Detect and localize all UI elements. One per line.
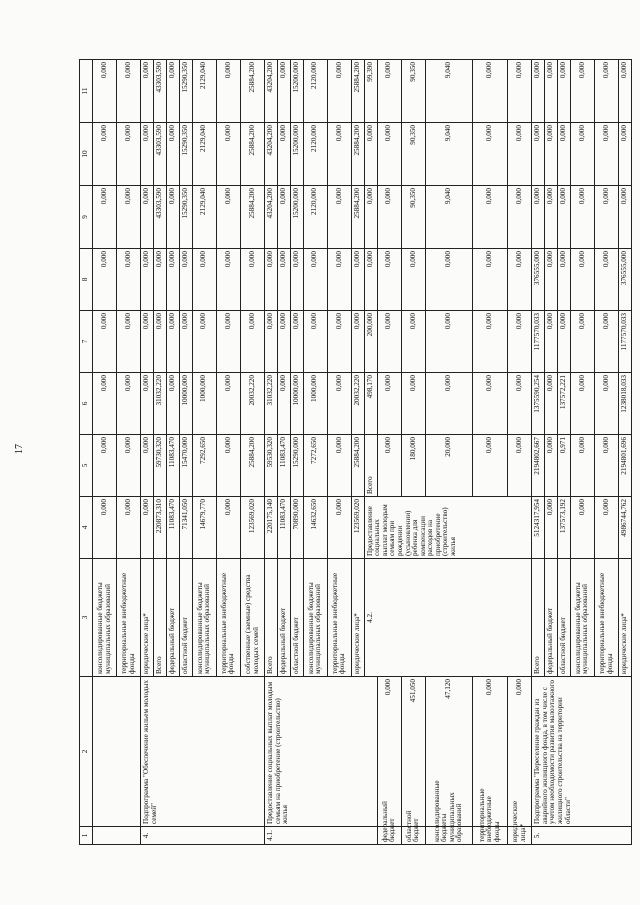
value-cell: 1375590,254: [532, 373, 545, 435]
funding-source: территориальные внебюджетные фонды: [594, 559, 618, 677]
funding-source: Всего: [364, 435, 377, 497]
value-cell: 0,000: [570, 186, 594, 249]
header-row: [80, 60, 93, 845]
table-row: [377, 60, 401, 845]
value-cell: 0,000: [192, 311, 216, 373]
value-cell: 0,000: [377, 249, 401, 311]
value-cell: 2120,000: [303, 60, 327, 123]
value-cell: 0,000: [472, 186, 507, 249]
item-number: [93, 827, 141, 845]
value-cell: 0,000: [570, 497, 594, 559]
value-cell: 0,000: [141, 373, 154, 435]
value-cell: 0,000: [594, 311, 618, 373]
table-row: [472, 60, 507, 845]
value-cell: 220873,310: [154, 497, 167, 559]
value-cell: 0,000: [216, 435, 240, 497]
value-cell: 0,000: [557, 311, 570, 373]
funding-source: Всего: [265, 559, 278, 677]
value-cell: 0,000: [117, 311, 141, 373]
value-cell: 0,000: [327, 123, 351, 186]
value-cell: 0,000: [117, 249, 141, 311]
value-cell: 0,000: [619, 186, 632, 249]
value-cell: 498,170: [364, 373, 377, 435]
value-cell: 0,000: [166, 373, 179, 435]
item-name: Предоставление социальных выплат молодым семьям на приобретение (строительство) жилья: [265, 677, 377, 827]
value-cell: 25884,200: [351, 435, 364, 497]
funding-source: собственные (заемные) средства молодых семей: [240, 559, 264, 677]
value-cell: 0,000: [93, 186, 117, 249]
value-cell: 0,000: [545, 60, 558, 123]
value-cell: 0,000: [545, 123, 558, 186]
value-cell: 25884,200: [240, 123, 264, 186]
value-cell: 0,000: [166, 123, 179, 186]
header-cell: 3: [80, 559, 93, 677]
value-cell: 0,000: [472, 249, 507, 311]
value-cell: 15290,350: [179, 60, 192, 123]
funding-source: территориальные внебюджетные фонды: [472, 827, 507, 845]
value-cell: 15200,000: [290, 186, 303, 249]
item-name: Подпрограмма "Обеспечение жильем молодых семей": [141, 677, 265, 827]
value-cell: 180,000: [401, 435, 425, 497]
value-cell: 15200,000: [290, 123, 303, 186]
value-cell: 0,000: [508, 311, 532, 373]
value-cell: 0,000: [425, 249, 472, 311]
value-cell: 0,000: [141, 497, 154, 559]
value-cell: 0,000: [327, 60, 351, 123]
value-cell: 0,000: [93, 373, 117, 435]
value-cell: 4986744,762: [619, 497, 632, 559]
value-cell: 15200,000: [290, 60, 303, 123]
value-cell: 0,000: [192, 249, 216, 311]
value-cell: 2194802,667: [532, 435, 545, 497]
value-cell: 0,000: [117, 373, 141, 435]
value-cell: 0,000: [532, 186, 545, 249]
value-cell: 1177570,033: [532, 311, 545, 373]
value-cell: 59730,320: [154, 435, 167, 497]
funding-source: юридические лица*: [351, 559, 364, 677]
value-cell: 0,000: [377, 677, 401, 827]
value-cell: 0,000: [265, 311, 278, 373]
value-cell: 137572,221: [557, 373, 570, 435]
value-cell: 376555,000: [619, 249, 632, 311]
value-cell: 0,000: [472, 123, 507, 186]
value-cell: 15290,350: [179, 186, 192, 249]
value-cell: 11083,470: [277, 435, 290, 497]
value-cell: 7292,650: [192, 435, 216, 497]
value-cell: 0,000: [425, 311, 472, 373]
item-number: 5.: [532, 827, 632, 845]
header-cell: 2: [80, 677, 93, 827]
item-number: 4.2.: [364, 559, 532, 677]
value-cell: 2129,040: [192, 186, 216, 249]
item-number: 4.1.: [265, 827, 377, 845]
value-cell: 0,000: [594, 186, 618, 249]
value-cell: 0,000: [425, 373, 472, 435]
value-cell: 0,000: [303, 249, 327, 311]
value-cell: 90,350: [401, 60, 425, 123]
value-cell: 15470,000: [179, 435, 192, 497]
value-cell: 0,000: [557, 60, 570, 123]
value-cell: 0,000: [277, 60, 290, 123]
value-cell: 0,000: [277, 186, 290, 249]
value-cell: 0,000: [377, 60, 401, 123]
value-cell: 0,000: [141, 123, 154, 186]
value-cell: 0,000: [216, 311, 240, 373]
value-cell: 99,390: [364, 60, 377, 123]
value-cell: 10000,000: [290, 373, 303, 435]
value-cell: 0,000: [545, 435, 558, 497]
value-cell: 0,000: [216, 123, 240, 186]
value-cell: 0,000: [472, 677, 507, 827]
value-cell: 0,000: [351, 311, 364, 373]
value-cell: 0,000: [141, 311, 154, 373]
funding-source: консолидированные бюджеты муниципальных образований: [93, 559, 117, 677]
value-cell: 0,000: [141, 249, 154, 311]
value-cell: 0,000: [93, 435, 117, 497]
value-cell: 0,000: [557, 249, 570, 311]
table-row: [401, 60, 425, 845]
value-cell: 0,000: [472, 373, 507, 435]
page-number: 17: [14, 444, 25, 454]
value-cell: 0,000: [508, 677, 532, 827]
value-cell: 43204,200: [265, 123, 278, 186]
value-cell: 43303,590: [154, 123, 167, 186]
value-cell: 0,000: [154, 249, 167, 311]
value-cell: 2129,040: [192, 123, 216, 186]
value-cell: 0,000: [594, 123, 618, 186]
value-cell: 0,000: [327, 497, 351, 559]
value-cell: 0,000: [364, 249, 377, 311]
value-cell: 200,000: [364, 311, 377, 373]
funding-source: Всего: [154, 559, 167, 677]
value-cell: 0,000: [117, 60, 141, 123]
value-cell: 1000,000: [303, 373, 327, 435]
value-cell: 0,000: [216, 373, 240, 435]
value-cell: 0,000: [327, 186, 351, 249]
header-cell: 4: [80, 497, 93, 559]
value-cell: 0,000: [619, 123, 632, 186]
value-cell: 2194801,696: [619, 435, 632, 497]
value-cell: 0,000: [117, 186, 141, 249]
value-cell: 15290,000: [290, 435, 303, 497]
value-cell: 0,000: [277, 123, 290, 186]
value-cell: 2120,000: [303, 123, 327, 186]
value-cell: 9,040: [425, 123, 472, 186]
value-cell: 0,000: [216, 497, 240, 559]
value-cell: 10000,000: [179, 373, 192, 435]
value-cell: 0,000: [570, 123, 594, 186]
value-cell: 20032,220: [351, 373, 364, 435]
value-cell: 0,000: [216, 186, 240, 249]
value-cell: 0,000: [472, 311, 507, 373]
value-cell: 1000,000: [192, 373, 216, 435]
table-row: [532, 60, 545, 845]
value-cell: 451,050: [401, 677, 425, 827]
value-cell: 0,000: [166, 60, 179, 123]
value-cell: 20032,220: [240, 373, 264, 435]
value-cell: 0,000: [141, 60, 154, 123]
value-cell: 0,000: [557, 186, 570, 249]
funding-source: федеральный бюджет: [377, 827, 401, 845]
value-cell: 0,000: [545, 186, 558, 249]
value-cell: 123569,020: [240, 497, 264, 559]
value-cell: 0,000: [265, 249, 278, 311]
header-cell: 8: [80, 249, 93, 311]
value-cell: 0,000: [570, 249, 594, 311]
item-name: Предоставление социальных выплат молодым семьям при рождении (усыновлении) ребенка для компенсации расходов на приобретение (строительство) жилья: [364, 497, 532, 559]
table-row: [93, 60, 117, 845]
value-cell: 0,000: [93, 123, 117, 186]
value-cell: 0,000: [166, 311, 179, 373]
value-cell: 0,000: [93, 311, 117, 373]
funding-source: областной бюджет: [290, 559, 303, 677]
value-cell: 0,000: [594, 373, 618, 435]
value-cell: 0,000: [594, 435, 618, 497]
value-cell: 11083,470: [166, 435, 179, 497]
value-cell: 0,000: [166, 186, 179, 249]
value-cell: 0,000: [303, 311, 327, 373]
value-cell: 0,000: [327, 373, 351, 435]
header-cell: 11: [80, 60, 93, 123]
value-cell: 70890,000: [290, 497, 303, 559]
rotated-table-wrapper: [79, 60, 632, 845]
value-cell: 90,350: [401, 186, 425, 249]
value-cell: 0,000: [401, 373, 425, 435]
value-cell: 0,000: [594, 497, 618, 559]
value-cell: 1238018,033: [619, 373, 632, 435]
value-cell: 25884,200: [240, 435, 264, 497]
funding-source: федеральный бюджет: [545, 559, 558, 677]
header-cell: 10: [80, 123, 93, 186]
funding-source: территориальные внебюджетные фонды: [216, 559, 240, 677]
header-cell: 1: [80, 827, 93, 845]
value-cell: 0,000: [277, 373, 290, 435]
value-cell: 0,000: [117, 497, 141, 559]
funding-source: областной бюджет: [401, 827, 425, 845]
value-cell: 0,000: [179, 249, 192, 311]
header-cell: 6: [80, 373, 93, 435]
value-cell: 43204,200: [265, 186, 278, 249]
value-cell: 0,000: [141, 186, 154, 249]
value-cell: 0,000: [377, 123, 401, 186]
value-cell: 0,000: [117, 123, 141, 186]
value-cell: 376555,000: [532, 249, 545, 311]
value-cell: 0,000: [377, 311, 401, 373]
value-cell: 47,120: [425, 677, 472, 827]
funding-source: Всего: [532, 559, 545, 677]
value-cell: 0,000: [327, 249, 351, 311]
value-cell: 1177570,033: [619, 311, 632, 373]
value-cell: 0,000: [570, 60, 594, 123]
value-cell: 9,040: [425, 60, 472, 123]
value-cell: 25884,200: [351, 60, 364, 123]
value-cell: 0,000: [508, 373, 532, 435]
table-row: [265, 60, 278, 845]
value-cell: 43204,200: [265, 60, 278, 123]
value-cell: 123569,020: [351, 497, 364, 559]
value-cell: 0,000: [532, 123, 545, 186]
value-cell: 25884,200: [240, 186, 264, 249]
value-cell: 0,000: [570, 373, 594, 435]
item-name: [93, 677, 141, 827]
value-cell: 7272,650: [303, 435, 327, 497]
value-cell: 0,000: [377, 435, 401, 497]
value-cell: 9,040: [425, 186, 472, 249]
value-cell: 0,000: [401, 249, 425, 311]
value-cell: 71341,050: [179, 497, 192, 559]
funding-source: федеральный бюджет: [277, 559, 290, 677]
funding-source: территориальные внебюджетные фонды: [327, 559, 351, 677]
funding-source: территориальные внебюджетные фонды: [117, 559, 141, 677]
value-cell: 0,000: [277, 249, 290, 311]
value-cell: 14679,770: [192, 497, 216, 559]
value-cell: 0,000: [154, 311, 167, 373]
funding-source: юридические лица*: [619, 559, 632, 677]
value-cell: 0,000: [240, 311, 264, 373]
value-cell: 0,000: [532, 60, 545, 123]
value-cell: 0,000: [93, 497, 117, 559]
value-cell: 137573,192: [557, 497, 570, 559]
value-cell: 0,971: [557, 435, 570, 497]
value-cell: 11083,470: [277, 497, 290, 559]
value-cell: 220175,140: [265, 497, 278, 559]
value-cell: 0,000: [619, 60, 632, 123]
funding-source: областной бюджет: [557, 559, 570, 677]
value-cell: 0,000: [545, 311, 558, 373]
value-cell: 20,000: [425, 435, 472, 497]
value-cell: 0,000: [594, 60, 618, 123]
value-cell: 0,000: [557, 123, 570, 186]
header-cell: 7: [80, 311, 93, 373]
value-cell: 2129,040: [192, 60, 216, 123]
value-cell: 0,000: [117, 435, 141, 497]
value-cell: 59530,320: [265, 435, 278, 497]
value-cell: 0,000: [364, 123, 377, 186]
table-row: [425, 60, 472, 845]
table-body: [93, 60, 632, 845]
value-cell: 43303,590: [154, 186, 167, 249]
value-cell: 0,000: [166, 249, 179, 311]
value-cell: 0,000: [141, 435, 154, 497]
value-cell: 0,000: [570, 311, 594, 373]
value-cell: 0,000: [216, 60, 240, 123]
funding-source: юридические лица*: [508, 827, 532, 845]
value-cell: 0,000: [594, 249, 618, 311]
value-cell: 0,000: [364, 186, 377, 249]
item-number: 4.: [141, 827, 265, 845]
header-cell: 5: [80, 435, 93, 497]
funding-source: юридические лица*: [141, 559, 154, 677]
item-name: Подпрограмма "Переселение граждан из аварийного жилищного фонда, в том числе с учетом необходимости развития малоэтажного жилищного строительства на территории области": [532, 677, 632, 827]
value-cell: 43303,590: [154, 60, 167, 123]
value-cell: 0,000: [472, 435, 507, 497]
funding-source: консолидированные бюджеты муниципальных образований: [570, 559, 594, 677]
value-cell: 15290,350: [179, 123, 192, 186]
value-cell: 0,000: [570, 435, 594, 497]
value-cell: 0,000: [508, 123, 532, 186]
value-cell: 90,350: [401, 123, 425, 186]
value-cell: 0,000: [508, 60, 532, 123]
value-cell: 25884,200: [351, 186, 364, 249]
value-cell: 2120,000: [303, 186, 327, 249]
value-cell: 0,000: [508, 186, 532, 249]
value-cell: 0,000: [351, 249, 364, 311]
value-cell: 0,000: [401, 311, 425, 373]
funding-source: консолидированные бюджеты муниципальных образований: [303, 559, 327, 677]
value-cell: 0,000: [179, 311, 192, 373]
table-row: [508, 60, 532, 845]
value-cell: 5124317,954: [532, 497, 545, 559]
value-cell: 0,000: [277, 311, 290, 373]
value-cell: 0,000: [216, 249, 240, 311]
value-cell: 0,000: [93, 60, 117, 123]
value-cell: 0,000: [508, 435, 532, 497]
value-cell: 0,000: [472, 60, 507, 123]
value-cell: 0,000: [545, 497, 558, 559]
value-cell: 0,000: [377, 373, 401, 435]
value-cell: 25884,200: [240, 60, 264, 123]
value-cell: 0,000: [327, 311, 351, 373]
funding-source: федеральный бюджет: [166, 559, 179, 677]
value-cell: 0,000: [290, 311, 303, 373]
value-cell: 0,000: [508, 249, 532, 311]
value-cell: 14632,650: [303, 497, 327, 559]
funding-source: областной бюджет: [179, 559, 192, 677]
value-cell: 31032,220: [265, 373, 278, 435]
value-cell: 0,000: [545, 373, 558, 435]
value-cell: 31032,220: [154, 373, 167, 435]
value-cell: 0,000: [93, 249, 117, 311]
value-cell: 0,000: [240, 249, 264, 311]
header-cell: 9: [80, 186, 93, 249]
funding-source: консолидированные бюджеты муниципальных образований: [425, 827, 472, 845]
table-row: [141, 60, 154, 845]
budget-table: [79, 59, 632, 845]
value-cell: 0,000: [327, 435, 351, 497]
value-cell: 0,000: [377, 186, 401, 249]
value-cell: 11083,470: [166, 497, 179, 559]
value-cell: 25884,200: [351, 123, 364, 186]
value-cell: 0,000: [290, 249, 303, 311]
value-cell: 0,000: [545, 249, 558, 311]
funding-source: консолидированные бюджеты муниципальных образований: [192, 559, 216, 677]
